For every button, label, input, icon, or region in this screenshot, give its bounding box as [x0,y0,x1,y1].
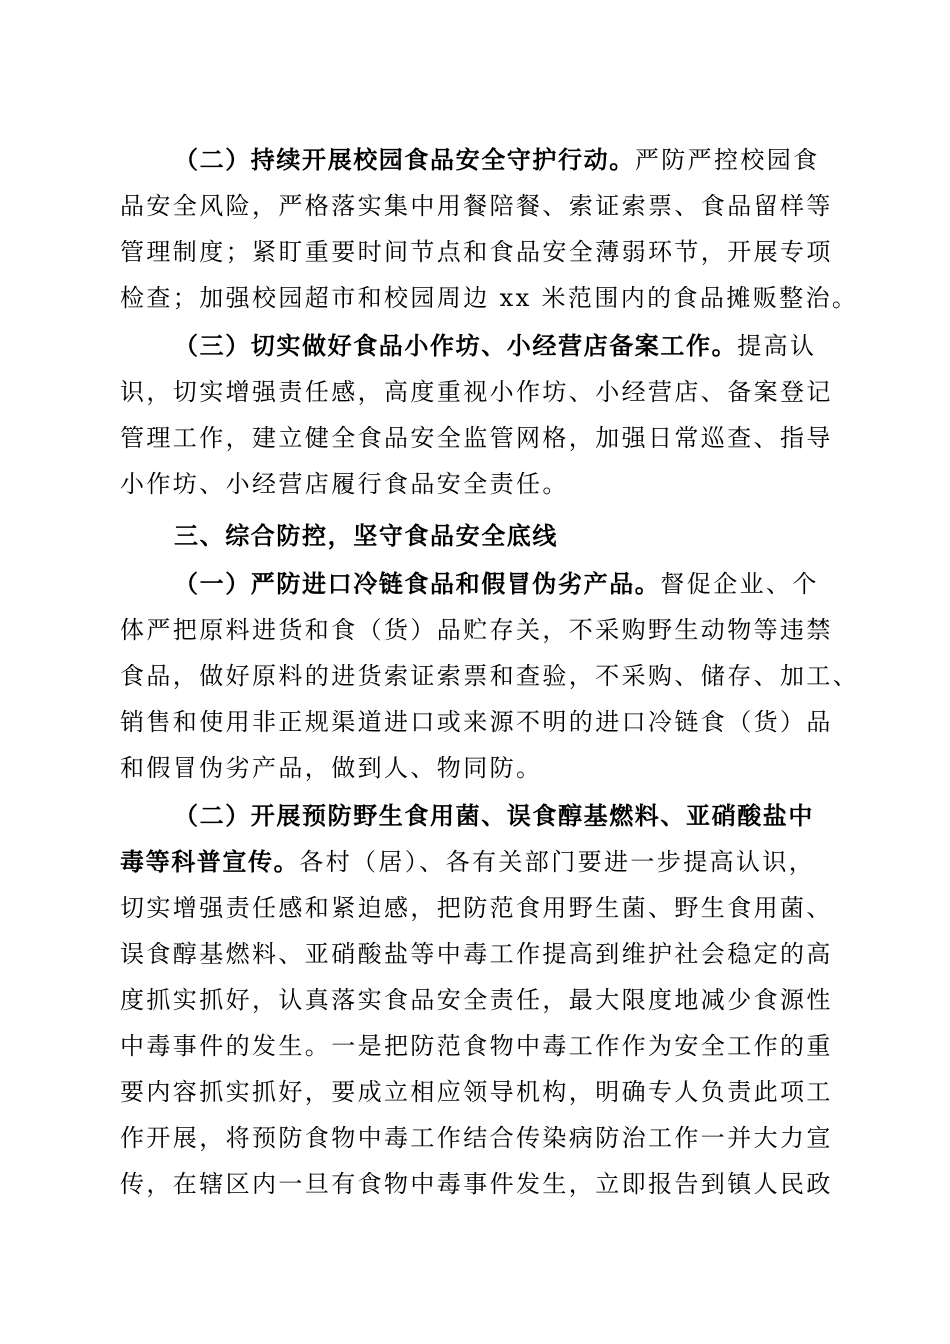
text-line: 和假冒伪劣产品，做到人、物同防。 [120,754,543,782]
text-line [120,561,824,607]
text-line: 要内容抓实抓好，要成立相应领导机构，明确专人负责此项工 [120,1078,833,1106]
paragraph-lead: 毒等科普宣传。 [120,848,300,876]
text-line: 识，切实增强责任感，高度重视小作坊、小经营店、备案登记 [120,378,833,406]
text-line [120,137,824,183]
text-line [120,839,824,885]
paragraph-poisoning-prevention [120,793,833,1207]
text-line: 小作坊、小经营店履行食品安全责任。 [120,470,569,498]
paragraph-text: 严防严控校园食 [634,146,820,174]
text-line: 管理制度；紧盯重要时间节点和食品安全薄弱环节，开展专项 [120,238,833,266]
text-line: 误食醇基燃料、亚硝酸盐等中毒工作提高到维护社会稳定的高 [120,940,833,968]
paragraph-lead: （三）切实做好食品小作坊、小经营店备案工作。 [174,332,738,360]
paragraph-lead: （二）持续开展校园食品安全守护行动。 [174,146,635,174]
text-line: 体严把原料进货和食（货）品贮存关，不采购野生动物等违禁 [120,616,833,644]
paragraph-small-workshop-filing [120,323,833,507]
text-line: 食品，做好原料的进货索证索票和查验，不采购、储存、加工、 [120,662,860,690]
text-line: 度抓实抓好，认真落实食品安全责任，最大限度地减少食源性 [120,986,833,1014]
paragraph-text: 督促企业、个 [660,570,819,598]
text-line: 切实增强责任感和紧迫感，把防范食用野生菌、野生食用菌、 [120,894,833,922]
paragraph-text: 提高认 [737,332,817,360]
paragraph-cold-chain-counterfeit [120,561,860,791]
text-line: 管理工作，建立健全食品安全监管网格，加强日常巡查、指导 [120,424,833,452]
text-line: 检查；加强校园超市和校园周边 xx 米范围内的食品摊贩整治。 [120,284,859,312]
section-heading: 三、综合防控，坚守食品安全底线 [174,522,558,550]
text-line: 品安全风险，严格落实集中用餐陪餐、索证索票、食品留样等 [120,192,833,220]
text-line: 中毒事件的发生。一是把防范食物中毒工作作为安全工作的重 [120,1032,833,1060]
text-line: 传，在辖区内一旦有食物中毒事件发生，立即报告到镇人民政 [120,1170,833,1198]
paragraph-campus-food-safety [120,137,859,321]
text-line [120,323,824,369]
text-line: 销售和使用非正规渠道进口或来源不明的进口冷链食（货）品 [120,708,833,736]
text-line [120,793,824,839]
document-page [120,137,860,1207]
paragraph-lead: （二）开展预防野生食用菌、误食醇基燃料、亚硝酸盐中 [174,802,814,830]
paragraph-lead: （一）严防进口冷链食品和假冒伪劣产品。 [174,570,661,598]
text-line: 作开展，将预防食物中毒工作结合传染病防治工作一并大力宣 [120,1124,833,1152]
paragraph-text: 各村（居）、各有关部门要进一步提高认识， [299,848,816,876]
